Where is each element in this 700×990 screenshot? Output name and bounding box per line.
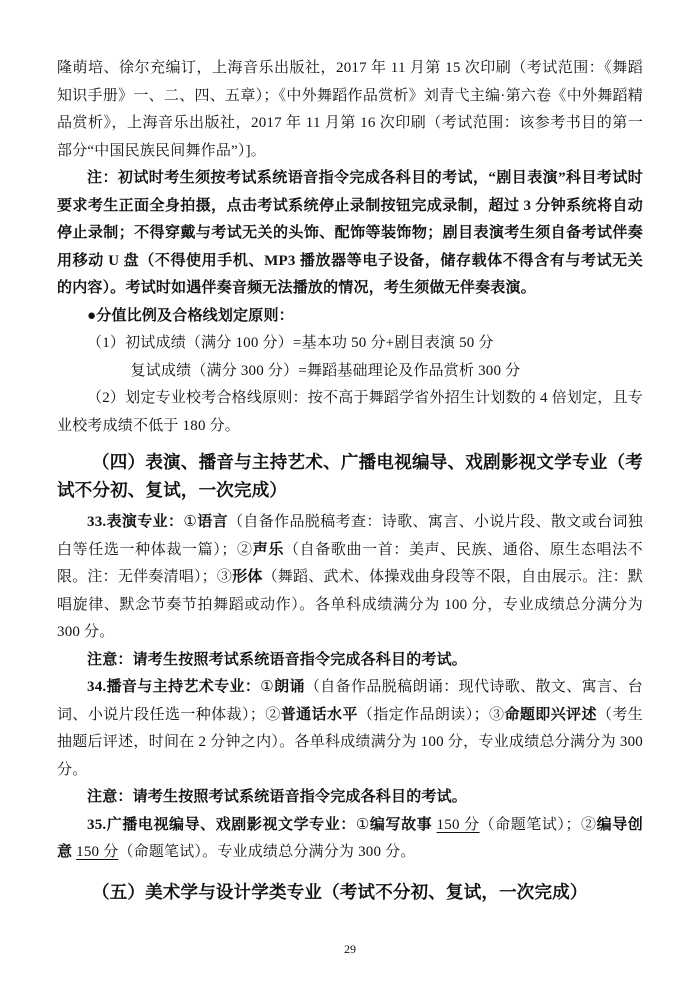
text-run: ①: [355, 816, 370, 833]
text-run: ①: [183, 514, 198, 530]
text-run: （2）划定专业校考合格线原则：按不高于舞蹈学省外招生计划数的 4 倍划定，且专业校考成绩不低于 180 分。: [57, 390, 643, 434]
item-33-performance-major: [57, 509, 643, 647]
text-run: ②: [236, 541, 253, 558]
text-run: （舞蹈、武术、体操戏曲身段等不限，自由展示。注：默唱旋律、默念节奏节拍舞蹈或动作）。各单科成绩满分为 100 分，专业成绩总分满分为 300 分。: [57, 569, 644, 640]
text-run: ②: [580, 816, 597, 833]
text-run: 复试成绩（满分 300 分）=舞蹈基础理论及作品赏析 300 分: [130, 362, 521, 379]
text-run: 形体: [232, 569, 263, 585]
text-run: （四）表演、播音与主持艺术、广播电视编导、戏剧影视文学专业（考试不分初、复试，一次完成）: [57, 452, 643, 500]
text-run: 35.广播电视编导、戏剧影视文学专业：: [87, 816, 356, 833]
notice-after-33: [57, 647, 643, 675]
text-run: 注意：请考生按照考试系统语音指令完成各科目的考试。: [87, 789, 468, 805]
text-run: （自备作品脱稿考查：诗歌、寓言、小说片段、散文或台词独白等任选一种体裁一篇）；: [57, 514, 644, 558]
text-run: （命题笔试）。专业成绩总分满分为 300 分。: [118, 844, 416, 860]
text-run: （自备歌曲一首：美声、民族、通俗、原生态唱法不限。注：无伴奏清唱）；: [57, 541, 643, 585]
text-run: 编导创意: [57, 816, 643, 860]
text-run: 声乐: [252, 541, 284, 558]
reference-books-continuation: [57, 55, 643, 165]
text-run: 编写故事: [369, 816, 433, 833]
text-run: 150 分: [436, 816, 480, 833]
initial-score-formula: [57, 330, 643, 358]
text-run: ③: [216, 569, 233, 585]
item-34-broadcasting-hosting-major: [57, 674, 643, 784]
score-ratio-title: [57, 303, 643, 331]
text-run: 34.播音与主持艺术专业：: [87, 679, 261, 695]
text-run: 注：初试时考生须按考试系统语音指令完成各科目的考试，“剧目表演”科目考试时要求考生正面全身拍摄，点击考试系统停止录制按钮完成录制，超过 3 分钟系统将自动停止录制；不得穿戴与考试无关的头饰、配饰等装饰物；剧目表演考生须自备考试伴奏用移动 U 盘（不得使用手机、MP3 播放器等电子设备，储存载体不得含有与考试无关的内容）。考试时如遇伴奏音频无法播放的情况，考生须做无伴奏表演。: [57, 170, 643, 296]
notice-after-34: [57, 784, 643, 812]
page-number: 29: [344, 942, 356, 956]
retest-score-formula: [57, 358, 643, 386]
dance-exam-note: [57, 165, 643, 303]
text-run: 普通话水平: [280, 706, 358, 723]
section-4-heading: [57, 448, 643, 504]
text-run: （五）美术学与设计学类专业（考试不分初、复试，一次完成）: [92, 881, 588, 902]
text-run: 33.表演专业：: [87, 514, 184, 530]
text-run: （指定作品朗读）；: [357, 706, 489, 723]
text-run: 命题即兴评述: [504, 706, 597, 723]
text-run: （自备作品脱稿朗诵：现代诗歌、散文、寓言、台词、小说片段任选一种体裁）；: [57, 679, 643, 723]
pass-line-rule: [57, 385, 643, 440]
section-5-heading: [57, 878, 643, 906]
text-run: 语言: [197, 514, 229, 530]
text-run: （命题笔试）；: [479, 816, 581, 833]
text-run: 朗诵: [274, 679, 305, 695]
text-run: （1）初试成绩（满分 100 分）=基本功 50 分+剧目表演 50 分: [87, 335, 494, 351]
text-run: 150 分: [76, 844, 119, 860]
text-run: 注意：请考生按照考试系统语音指令完成各科目的考试。: [87, 651, 468, 668]
text-run: 隆萌培、徐尔充编订，上海音乐出版社，2017 年 11 月第 15 次印刷（考试范围：《舞蹈知识手册》一、二、四、五章）；《中外舞蹈作品赏析》刘青弋主编·第六卷《中外舞蹈精品赏析》，上海音乐出版社，2017 年 11 月第 16 次印刷（考试范围：该参考书目的第一部分“中国民族民间舞作品”）]。: [57, 60, 643, 159]
text-run: ③: [488, 706, 505, 723]
item-35-tv-editing-drama-major: [57, 812, 643, 867]
text-run: ②: [265, 706, 281, 723]
text-run: ●分值比例及合格线划定原则：: [87, 307, 294, 324]
text-run: （考生抽题后评述，时间在 2 分钟之内）。各单科成绩满分为 100 分，专业成绩总分满分为 300 分。: [57, 706, 643, 778]
text-run: ①: [260, 679, 275, 695]
